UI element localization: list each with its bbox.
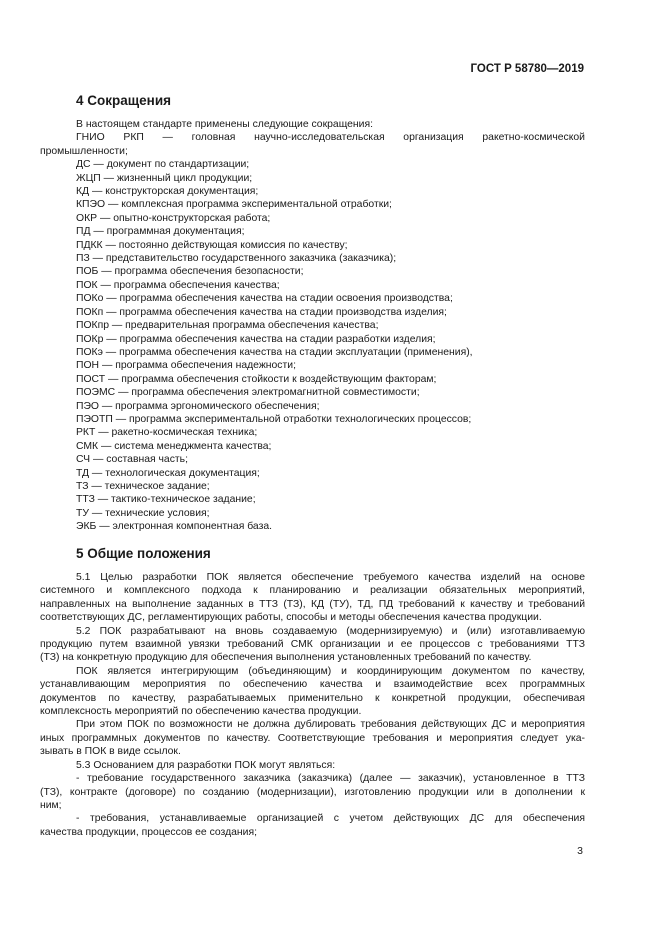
paragraph-line: комплексность мероприятий по обеспечению качества продукции.	[40, 706, 362, 718]
section-5-body	[40, 571, 585, 839]
abbreviation-first-line: ГНИО РКП — головная научно-исследовательская организация ракетно-космической	[76, 132, 585, 144]
section-5-heading: 5 Общие положения	[76, 546, 211, 561]
paragraph-line: ним;	[40, 799, 62, 811]
abbreviation-item: ПД — программная документация;	[76, 226, 245, 238]
paragraph-line: устанавливающим мероприятия по обеспечению качества и взаимодействие всех программных	[40, 679, 585, 691]
abbreviation-item: ТУ — технические условия;	[76, 507, 210, 519]
abbreviation-item: ПОКэ — программа обеспечения качества на стадии эксплуатации (применения),	[76, 346, 473, 358]
paragraph-line: - требование государственного заказчика (заказчика) (далее — заказчик), установленное в ТТЗ	[76, 773, 585, 785]
abbreviation-item: КД — конструкторская документация;	[76, 186, 259, 198]
paragraph-line: 5.2 ПОК разрабатывают на вновь создаваемую (модернизируемую) и (или) изготавливаемую	[76, 625, 585, 637]
paragraph-line: продукцию путем взаимной увязки требований СМК организации и ее процессов с требованиями ТТЗ	[40, 639, 585, 651]
abbreviation-item: ЭКБ — электронная компонентная база.	[76, 521, 273, 533]
paragraph-line: - требования, устанавливаемые организацией с учетом действующих ДС для обеспечения	[76, 813, 585, 825]
paragraph-line: документов по качеству, разрабатываемых применительно к конкретной продукции, обеспечивая	[40, 692, 585, 704]
paragraph-line: ПОК является интегрирующим (объединяющим) и координирующим документом по качеству,	[76, 665, 585, 677]
abbreviation-item: ПЭОТП — программа экспериментальной отработки технологических процессов;	[76, 413, 472, 425]
abbreviation-item: ТД — технологическая документация;	[76, 467, 260, 479]
abbreviation-item: СМК — система менеджмента качества;	[76, 440, 272, 452]
paragraph-line: зывать в ПОК в виде ссылок.	[40, 746, 181, 758]
abbreviation-item: ПОН — программа обеспечения надежности;	[76, 360, 296, 372]
abbreviation-item: РКТ — ракетно-космическая техника;	[76, 427, 258, 439]
paragraph-line: (ТЗ), контракте (договоре) по созданию (модернизации), изготовлению продукции или в дополнении к	[40, 786, 585, 798]
abbreviation-item: ДС — документ по стандартизации;	[76, 159, 250, 171]
abbreviation-item: ОКР — опытно-конструкторская работа;	[76, 212, 271, 224]
paragraph-line: качества продукции, процессов ее создания;	[40, 826, 257, 838]
abbreviation-item: ПДКК — постоянно действующая комиссия по качеству;	[76, 239, 348, 251]
abbreviation-item: ПОКп — программа обеспечения качества на стадии производства изделия;	[76, 306, 447, 318]
standard-number: ГОСТ Р 58780—2019	[470, 63, 584, 75]
abbreviation-item: ПОБ — программа обеспечения безопасности;	[76, 266, 304, 278]
paragraph-line: системного и комплексного подхода к планированию и реализации обязательных мероприятий,	[40, 585, 585, 597]
section-4-body	[40, 118, 585, 534]
paragraph-line: При этом ПОК по возможности не должна дублировать требования действующих ДС и мероприятия	[76, 719, 585, 731]
abbreviation-item: ПЭО — программа эргономического обеспечения;	[76, 400, 320, 412]
abbreviation-item: ПОСТ — программа обеспечения стойкости к воздействующим факторам;	[76, 373, 437, 385]
abbreviation-item: КПЭО — комплексная программа экспериментальной отработки;	[76, 199, 392, 211]
abbreviation-item: ПОКо — программа обеспечения качества на стадии освоения производства;	[76, 293, 453, 305]
section-4-intro: В настоящем стандарте применены следующие сокращения:	[76, 119, 373, 130]
abbreviation-item: ТТЗ — тактико-техническое задание;	[76, 494, 256, 506]
paragraph-line: 5.3 Основанием для разработки ПОК могут являться:	[76, 759, 336, 771]
abbreviation-item: ТЗ — техническое задание;	[76, 480, 210, 492]
abbreviation-item: ПОЭМС — программа обеспечения электромагнитной совместимости;	[76, 387, 420, 399]
abbreviation-item: ЖЦП — жизненный цикл продукции;	[76, 172, 253, 184]
page-number: 3	[577, 845, 583, 857]
abbreviation-item: ПОК — программа обеспечения качества;	[76, 279, 280, 291]
paragraph-line: 5.1 Целью разработки ПОК является обеспечение требуемого качества изделий на основе	[76, 572, 585, 583]
abbreviation-item: СЧ — составная часть;	[76, 454, 188, 466]
paragraph-line: (ТЗ) на конкретную продукцию для обеспечения выполнения установленных требований по качеству.	[40, 652, 532, 664]
section-4-heading: 4 Сокращения	[76, 93, 171, 108]
paragraph-line: соответствующих ДС, регламентирующих работы, способы и методы обеспечения качества продукции.	[40, 612, 542, 624]
abbreviation-first-cont: промышленности;	[40, 145, 128, 157]
abbreviation-item: ПОКр — программа обеспечения качества на стадии разработки изделия;	[76, 333, 436, 345]
abbreviation-item: ПЗ — представительство государственного заказчика (заказчика);	[76, 253, 397, 265]
paragraph-line: направленных на выполнение заданных в ТТЗ (ТЗ), КД (ТУ), ТД, ПД требований к качеству и требований	[40, 598, 585, 610]
abbreviation-item: ПОКпр — предварительная программа обеспечения качества;	[76, 320, 379, 332]
paragraph-line: иных программных документов по качеству. Соответствующие требования и мероприятия следует ука-	[40, 732, 585, 744]
